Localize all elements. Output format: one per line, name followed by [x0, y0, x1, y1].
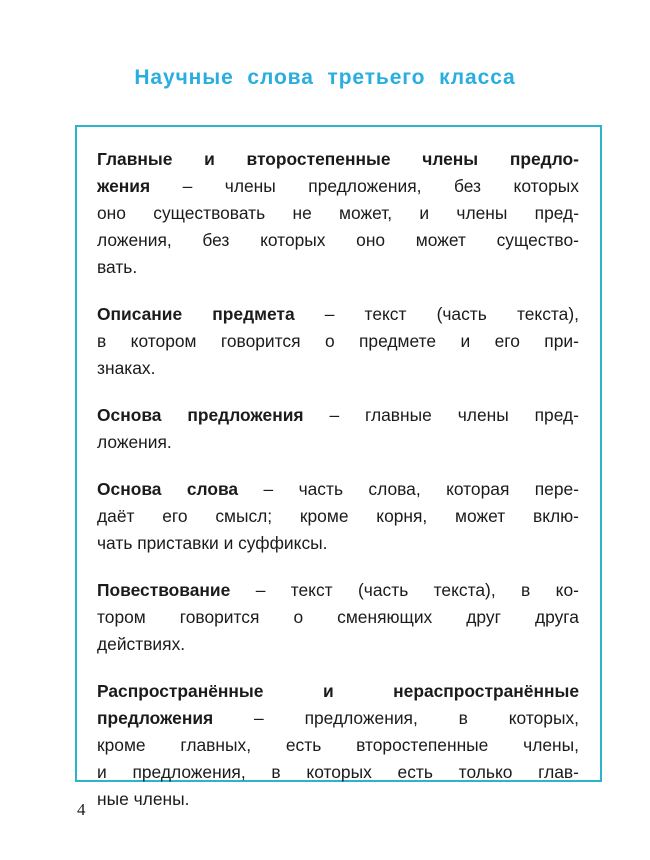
- glossary-definition-word: члены,: [523, 735, 579, 755]
- glossary-definition-word: ко-: [555, 580, 579, 600]
- glossary-term-entry: [97, 678, 579, 813]
- glossary-definition-word: –: [255, 580, 266, 600]
- glossary-term-name-word: и: [204, 149, 215, 169]
- glossary-box: [75, 125, 602, 809]
- glossary-definition-word: без: [202, 230, 230, 250]
- glossary-definition-word: и: [97, 762, 107, 782]
- glossary-definition-word: друг: [466, 607, 501, 627]
- glossary-term-name-word: Описание: [97, 304, 183, 324]
- glossary-term-line: [97, 301, 579, 328]
- glossary-term-entry: [97, 146, 579, 281]
- glossary-definition-word: друга: [534, 607, 579, 627]
- glossary-term-name-word: и: [322, 681, 334, 701]
- glossary-definition-word: которых: [513, 176, 579, 196]
- glossary-definition-word: в: [271, 762, 281, 782]
- glossary-definition-word: вклю-: [532, 506, 579, 526]
- glossary-definition-word: члены: [224, 176, 276, 196]
- glossary-term-name-word: Повествование: [97, 580, 231, 600]
- glossary-term-entry: [97, 577, 579, 658]
- glossary-definition-word: –: [182, 176, 193, 196]
- glossary-definition-word: может: [455, 506, 506, 526]
- glossary-definition-word: есть: [397, 762, 433, 782]
- glossary-definition-word: пред-: [534, 405, 579, 425]
- glossary-definition-word: кроме: [299, 506, 349, 526]
- glossary-term-line: [97, 402, 579, 429]
- glossary-term-name-word: Главные: [97, 149, 173, 169]
- glossary-definition-word: знаках.: [97, 358, 156, 378]
- glossary-term-line: [97, 429, 579, 456]
- glossary-term-name-word: предмета: [212, 304, 295, 324]
- glossary-term-name-word: Основа: [97, 479, 162, 499]
- glossary-definition-word: приставки: [132, 533, 219, 553]
- glossary-term-line: [97, 200, 579, 227]
- glossary-definition-word: предложения,: [304, 708, 418, 728]
- glossary-definition-word: члены: [456, 203, 508, 223]
- glossary-term-name-word: нераспространённые: [393, 681, 579, 701]
- glossary-definition-word: корня,: [376, 506, 428, 526]
- glossary-definition-word: пред-: [534, 203, 579, 223]
- glossary-definition-word: текст: [364, 304, 407, 324]
- glossary-definition-word: смысл;: [215, 506, 273, 526]
- glossary-definition-word: которая: [446, 479, 510, 499]
- glossary-term-name-word: предложения: [187, 405, 304, 425]
- glossary-definition-word: существовать: [153, 203, 266, 223]
- glossary-definition-word: в: [97, 331, 107, 351]
- glossary-definition-word: –: [329, 405, 340, 425]
- glossary-term-name-word: предложения: [97, 708, 214, 728]
- glossary-term-name-word: жения: [97, 176, 151, 196]
- glossary-definition-word: действиях.: [97, 634, 186, 654]
- glossary-term-line: [97, 759, 579, 786]
- glossary-term-list: [97, 146, 579, 813]
- glossary-definition-word: слова,: [368, 479, 421, 499]
- glossary-term-name-word: предло-: [509, 149, 579, 169]
- glossary-definition-word: вать.: [97, 257, 138, 277]
- page-number: 4: [77, 800, 86, 819]
- glossary-definition-word: часть: [298, 479, 344, 499]
- glossary-definition-word: оно: [356, 230, 386, 250]
- glossary-definition-word: говорится: [220, 331, 301, 351]
- glossary-definition-word: главные: [365, 405, 432, 425]
- glossary-term-line: [97, 604, 579, 631]
- glossary-definition-word: –: [324, 304, 335, 324]
- glossary-definition-word: может,: [339, 203, 393, 223]
- glossary-definition-word: и: [218, 533, 234, 553]
- glossary-definition-word: котором: [130, 331, 197, 351]
- glossary-definition-word: существо-: [496, 230, 579, 250]
- glossary-term-line: [97, 732, 579, 759]
- glossary-definition-word: кроме: [97, 735, 146, 755]
- glossary-term-line: [97, 227, 579, 254]
- glossary-term-name-word: Распространённые: [97, 681, 264, 701]
- glossary-definition-word: сменяющих: [337, 607, 433, 627]
- glossary-definition-word: которых: [260, 230, 326, 250]
- glossary-definition-word: текст: [290, 580, 333, 600]
- glossary-definition-word: (часть: [436, 304, 487, 324]
- glossary-definition-word: оно: [97, 203, 126, 223]
- glossary-definition-word: предложения,: [132, 762, 246, 782]
- glossary-definition-word: –: [254, 708, 264, 728]
- glossary-term-line: [97, 173, 579, 200]
- glossary-definition-word: может: [415, 230, 466, 250]
- glossary-term-line: [97, 254, 579, 281]
- glossary-term-line: [97, 355, 579, 382]
- glossary-definition-word: его: [494, 331, 520, 351]
- glossary-definition-word: и: [460, 331, 471, 351]
- glossary-term-name-word: Основа: [97, 405, 162, 425]
- glossary-definition-word: текста),: [433, 580, 496, 600]
- glossary-definition-word: предложения,: [308, 176, 422, 196]
- glossary-term-line: [97, 577, 579, 604]
- glossary-term-line: [97, 530, 579, 557]
- glossary-definition-word: суффиксы.: [233, 533, 328, 553]
- glossary-definition-word: без: [454, 176, 482, 196]
- glossary-definition-word: в: [521, 580, 531, 600]
- glossary-term-line: [97, 503, 579, 530]
- glossary-definition-word: предмете: [359, 331, 437, 351]
- glossary-definition-word: которых,: [508, 708, 579, 728]
- glossary-definition-word: его: [162, 506, 188, 526]
- glossary-definition-word: –: [263, 479, 274, 499]
- glossary-definition-word: главных,: [180, 735, 252, 755]
- glossary-definition-word: глав-: [538, 762, 579, 782]
- glossary-term-line: [97, 631, 579, 658]
- glossary-definition-word: ные: [97, 789, 129, 809]
- glossary-definition-word: тором: [97, 607, 146, 627]
- glossary-definition-word: о: [293, 607, 304, 627]
- glossary-term-line: [97, 146, 579, 173]
- glossary-term-name-word: члены: [422, 149, 479, 169]
- glossary-definition-word: чать: [97, 533, 133, 553]
- glossary-definition-word: которых: [306, 762, 372, 782]
- glossary-term-name-word: слова: [186, 479, 239, 499]
- glossary-term-line: [97, 476, 579, 503]
- glossary-definition-word: не: [292, 203, 312, 223]
- glossary-term-line: [97, 786, 579, 813]
- glossary-definition-word: члены: [457, 405, 509, 425]
- glossary-term-line: [97, 705, 579, 732]
- glossary-term-entry: [97, 402, 579, 456]
- page-title: Научные слова третьего класса: [134, 66, 516, 89]
- glossary-definition-word: при-: [544, 331, 579, 351]
- glossary-definition-word: ложения.: [97, 432, 172, 452]
- glossary-term-line: [97, 328, 579, 355]
- glossary-definition-word: (часть: [358, 580, 409, 600]
- glossary-term-line: [97, 678, 579, 705]
- glossary-definition-word: о: [324, 331, 335, 351]
- glossary-definition-word: пере-: [534, 479, 579, 499]
- glossary-definition-word: есть: [285, 735, 322, 755]
- glossary-definition-word: говорится: [179, 607, 260, 627]
- glossary-term-name-word: второстепенные: [246, 149, 391, 169]
- glossary-definition-word: даёт: [97, 506, 135, 526]
- glossary-definition-word: и: [419, 203, 430, 223]
- glossary-definition-word: ложения,: [97, 230, 172, 250]
- glossary-definition-word: только: [458, 762, 513, 782]
- glossary-term-entry: [97, 301, 579, 382]
- glossary-definition-word: второстепенные: [356, 735, 489, 755]
- glossary-term-entry: [97, 476, 579, 557]
- glossary-definition-word: члены.: [128, 789, 190, 809]
- glossary-definition-word: в: [458, 708, 468, 728]
- glossary-definition-word: текста),: [516, 304, 579, 324]
